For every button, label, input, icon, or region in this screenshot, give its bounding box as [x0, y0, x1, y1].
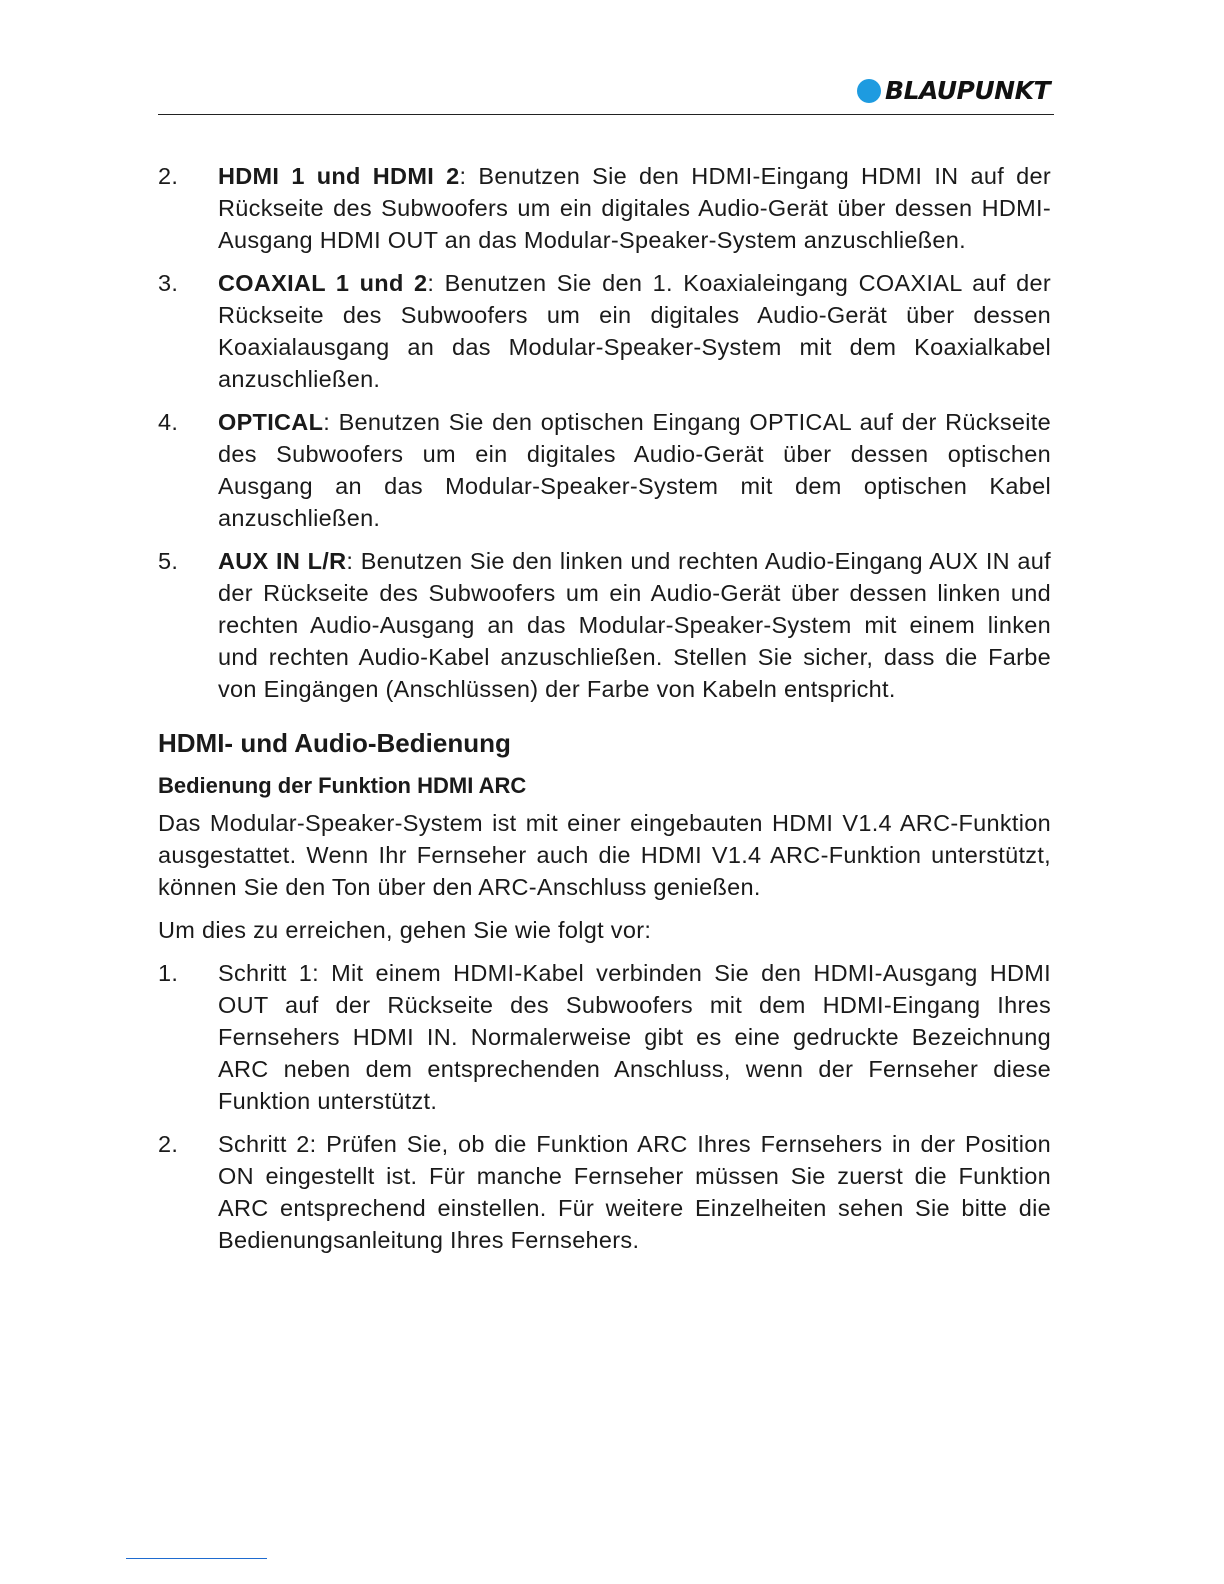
item-body: : Benutzen Sie den optischen Eingang OPTICAL auf der Rückseite des Subwoofers um ein digitales Audio-Gerät über dessen optischen Ausgang an das Modular-Speaker-System mit dem optischen Kabel anzuschließen. [218, 409, 1051, 531]
item-number: 3. [158, 270, 179, 296]
page-content [158, 160, 1051, 1267]
item-number: 2. [158, 163, 179, 189]
item-body: : Benutzen Sie den 1. Koaxialeingang COAXIAL auf der Rückseite des Subwoofers um ein digitales Audio-Gerät über dessen Koaxialausgang an das Modular-Speaker-System mit dem Koaxialkabel anzuschließen. [218, 270, 1051, 392]
item-text [218, 545, 1051, 705]
step-number: 2. [158, 1131, 179, 1157]
item-title: OPTICAL [218, 409, 324, 435]
step-item [158, 957, 1051, 1117]
brand-name: BLAUPUNKT [885, 76, 1050, 105]
item-text [218, 406, 1051, 534]
item-number: 5. [158, 548, 179, 574]
section-heading: HDMI- und Audio-Bedienung [158, 728, 511, 758]
lead-paragraph: Um dies zu erreichen, gehen Sie wie folgt vor: [158, 917, 652, 943]
section-subheading: Bedienung der Funktion HDMI ARC [158, 773, 527, 798]
page-header [158, 72, 1054, 115]
item-number: 4. [158, 409, 179, 435]
item-title: AUX IN L/R [218, 548, 347, 574]
item-body: : Benutzen Sie den HDMI-Eingang HDMI IN auf der Rückseite des Subwoofers um ein digitales Audio-Gerät über dessen HDMI-Ausgang HDMI OUT an das Modular-Speaker-System anzuschließen. [218, 163, 1051, 253]
brand-dot-icon [857, 79, 881, 103]
footer-divider [126, 1558, 267, 1559]
item-text [218, 267, 1051, 395]
step-text: Schritt 2: Prüfen Sie, ob die Funktion ARC Ihres Fernsehers in der Position ON eingestellt ist. Für manche Fernseher müssen Sie zuerst die Funktion ARC entsprechend einstellen. Für weitere Einzelheiten sehen Sie bitte die Bedienungsanleitung Ihres Fernsehers. [218, 1131, 1051, 1253]
step-number: 1. [158, 960, 179, 986]
step-text: Schritt 1: Mit einem HDMI-Kabel verbinden Sie den HDMI-Ausgang HDMI OUT auf der Rückseite des Subwoofers mit dem HDMI-Eingang Ihres Fernsehers HDMI IN. Normalerweise gibt es eine gedruckte Bezeichnung ARC neben dem entsprechenden Anschluss, wenn der Fernseher diese Funktion unterstützt. [218, 960, 1051, 1114]
item-body: : Benutzen Sie den linken und rechten Audio-Eingang AUX IN auf der Rückseite des Subwoofers um ein Audio-Gerät über dessen linken und rechten Audio-Ausgang an das Modular-Speaker-System mit einem linken und rechten Audio-Kabel anzuschließen. Stellen Sie sicher, dass die Farbe von Eingängen (Anschlüssen) der Farbe von Kabeln entspricht. [218, 548, 1051, 702]
item-title: COAXIAL 1 und 2 [218, 270, 428, 296]
list-item [158, 267, 1051, 395]
intro-paragraph: Das Modular-Speaker-System ist mit einer eingebauten HDMI V1.4 ARC-Funktion ausgestattet. Wenn Ihr Fernseher auch die HDMI V1.4 ARC-Funktion unterstützt, können Sie den Ton über den ARC-Anschluss genießen. [158, 810, 1051, 900]
list-item [158, 160, 1051, 256]
brand-logo [857, 76, 1050, 105]
list-item [158, 545, 1051, 705]
item-title: HDMI 1 und HDMI 2 [218, 163, 460, 189]
item-text [218, 160, 1051, 256]
list-item [158, 406, 1051, 534]
step-item [158, 1128, 1051, 1256]
